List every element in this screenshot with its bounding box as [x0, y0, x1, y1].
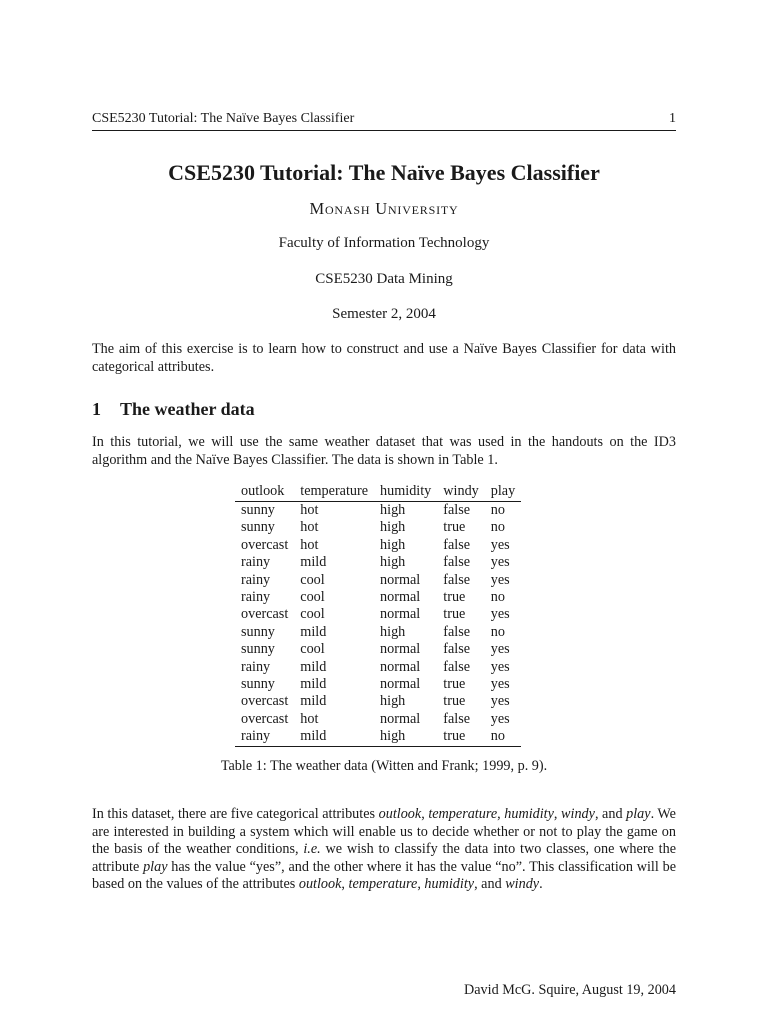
- attribute-name: play: [626, 806, 651, 822]
- table-cell: rainy: [241, 728, 271, 745]
- table-cell: yes: [490, 710, 510, 727]
- table-cell: no: [490, 728, 505, 745]
- table-row: [235, 502, 521, 520]
- table-cell: rainy: [241, 571, 271, 588]
- table-cell: false: [443, 710, 471, 727]
- section-heading: [92, 399, 255, 420]
- footer-author-date: David McG. Squire, August 19, 2004: [463, 982, 676, 998]
- table-cell: cool: [300, 571, 325, 588]
- table-cell: false: [443, 536, 471, 553]
- table-cell: sunny: [241, 676, 275, 693]
- table-cell: high: [380, 554, 406, 571]
- table-cell: rainy: [241, 589, 271, 606]
- table-row: [235, 676, 521, 693]
- table-cell: hot: [300, 502, 319, 518]
- table-cell: false: [443, 658, 471, 675]
- table-row: [235, 693, 521, 710]
- table-cell: yes: [490, 676, 510, 693]
- table-cell: normal: [380, 710, 421, 727]
- attribute-name: outlook: [298, 876, 342, 893]
- table-row: [235, 641, 521, 658]
- attribute-name: temperature: [428, 806, 498, 822]
- table-cell: overcast: [241, 536, 289, 553]
- section-title: The weather data: [120, 399, 255, 419]
- running-header: [92, 111, 676, 131]
- table-cell: mild: [300, 554, 327, 571]
- table-row: [235, 624, 521, 641]
- table-cell: false: [443, 641, 471, 658]
- table-cell: mild: [300, 676, 327, 693]
- table-header-row: [235, 482, 521, 502]
- table-cell: high: [380, 519, 406, 536]
- table-row: [235, 589, 521, 606]
- table-cell: sunny: [241, 502, 275, 518]
- table-cell: yes: [490, 536, 510, 553]
- table-cell: yes: [490, 641, 510, 658]
- column-header: humidity: [380, 483, 432, 499]
- table-cell: normal: [380, 571, 421, 588]
- table-row: [235, 606, 521, 623]
- table-cell: normal: [380, 606, 421, 623]
- running-title: CSE5230 Tutorial: The Naïve Bayes Classifier: [92, 111, 355, 126]
- table-cell: normal: [380, 658, 421, 675]
- table-cell: cool: [300, 641, 325, 658]
- table-cell: mild: [300, 693, 327, 710]
- page-number: 1: [669, 111, 676, 126]
- table-cell: overcast: [241, 710, 289, 727]
- attribute-name: play: [143, 858, 168, 875]
- table-cell: yes: [490, 693, 510, 710]
- abbreviation: i.e.: [303, 841, 321, 858]
- table-cell: overcast: [241, 693, 289, 710]
- column-header: play: [490, 483, 516, 499]
- document-title: CSE5230 Tutorial: The Naïve Bayes Classifier: [168, 160, 600, 185]
- table-cell: normal: [380, 641, 421, 658]
- table-cell: no: [490, 623, 505, 640]
- column-header: windy: [443, 483, 479, 499]
- table-cell: hot: [300, 519, 319, 536]
- attribute-name: humidity: [424, 876, 475, 893]
- faculty: Faculty of Information Technology: [278, 235, 490, 251]
- table-cell: no: [490, 519, 505, 536]
- table-row: [235, 659, 521, 676]
- table-cell: cool: [300, 606, 325, 623]
- body-paragraph: In this dataset, there are five categorical attributes outlook, temperature, humidity, windy, and play. We are interested in building a system which will enable us to decide whether or not to play the game on the basis of the weather conditions, i.e. we wish to classify the data into two classes, one where the attribute play has the value “yes”, and the other where it has the value “no”. This classification will be based on the values of the attributes outlook, temperature, humidity, and windy.: [92, 806, 676, 893]
- table-cell: high: [380, 728, 406, 745]
- unit-name: CSE5230 Data Mining: [315, 271, 453, 287]
- attribute-name: windy: [561, 806, 595, 822]
- column-header: outlook: [241, 483, 285, 499]
- table-cell: high: [380, 536, 406, 553]
- table-cell: yes: [490, 658, 510, 675]
- table-cell: false: [443, 571, 471, 588]
- table-cell: sunny: [241, 519, 275, 536]
- table-cell: mild: [300, 658, 327, 675]
- table-cell: high: [380, 623, 406, 640]
- table-cell: true: [443, 606, 466, 623]
- table-row: [235, 537, 521, 554]
- table-cell: rainy: [241, 658, 271, 675]
- table-cell: yes: [490, 571, 510, 588]
- table-cell: yes: [490, 606, 510, 623]
- table-cell: overcast: [241, 606, 289, 623]
- table-cell: false: [443, 502, 471, 518]
- table-row: [235, 728, 521, 746]
- table-cell: false: [443, 623, 471, 640]
- table-row: [235, 572, 521, 589]
- table-cell: hot: [300, 536, 319, 553]
- table-cell: false: [443, 554, 471, 571]
- table-row: [235, 519, 521, 536]
- table-cell: high: [380, 693, 406, 710]
- attribute-name: windy: [505, 876, 540, 893]
- table-cell: high: [380, 502, 406, 518]
- semester: Semester 2, 2004: [332, 306, 436, 322]
- table-cell: no: [490, 589, 505, 606]
- section-paragraph: In this tutorial, we will use the same weather dataset that was used in the handouts on the ID3 algorithm and the Naïve Bayes Classifier. The data is shown in Table 1.: [92, 434, 676, 468]
- table-body: [235, 502, 521, 747]
- table-row: [235, 554, 521, 571]
- intro-paragraph: The aim of this exercise is to learn how to construct and use a Naïve Bayes Classifier for data with categorical attributes.: [92, 341, 676, 375]
- table-cell: rainy: [241, 554, 271, 571]
- table-cell: normal: [380, 676, 421, 693]
- column-header: temperature: [300, 483, 369, 499]
- table-cell: mild: [300, 623, 327, 640]
- table-cell: true: [443, 589, 466, 606]
- attribute-name: outlook: [378, 806, 422, 822]
- table-cell: yes: [490, 554, 510, 571]
- table-cell: true: [443, 519, 466, 536]
- table-cell: mild: [300, 728, 327, 745]
- table-cell: no: [490, 502, 505, 518]
- table-cell: cool: [300, 589, 325, 606]
- attribute-name: temperature: [348, 876, 418, 893]
- table-cell: normal: [380, 589, 421, 606]
- table-cell: sunny: [241, 641, 275, 658]
- table-row: [235, 711, 521, 728]
- attribute-name: humidity: [504, 806, 554, 822]
- table-cell: true: [443, 693, 466, 710]
- weather-data-table: [235, 482, 521, 747]
- table-cell: true: [443, 728, 466, 745]
- organization: Monash University: [309, 199, 459, 218]
- table-cell: true: [443, 676, 466, 693]
- table-cell: sunny: [241, 623, 275, 640]
- section-number: 1: [92, 399, 101, 419]
- table-cell: hot: [300, 710, 319, 727]
- table-caption: Table 1: The weather data (Witten and Frank; 1999, p. 9).: [220, 758, 548, 774]
